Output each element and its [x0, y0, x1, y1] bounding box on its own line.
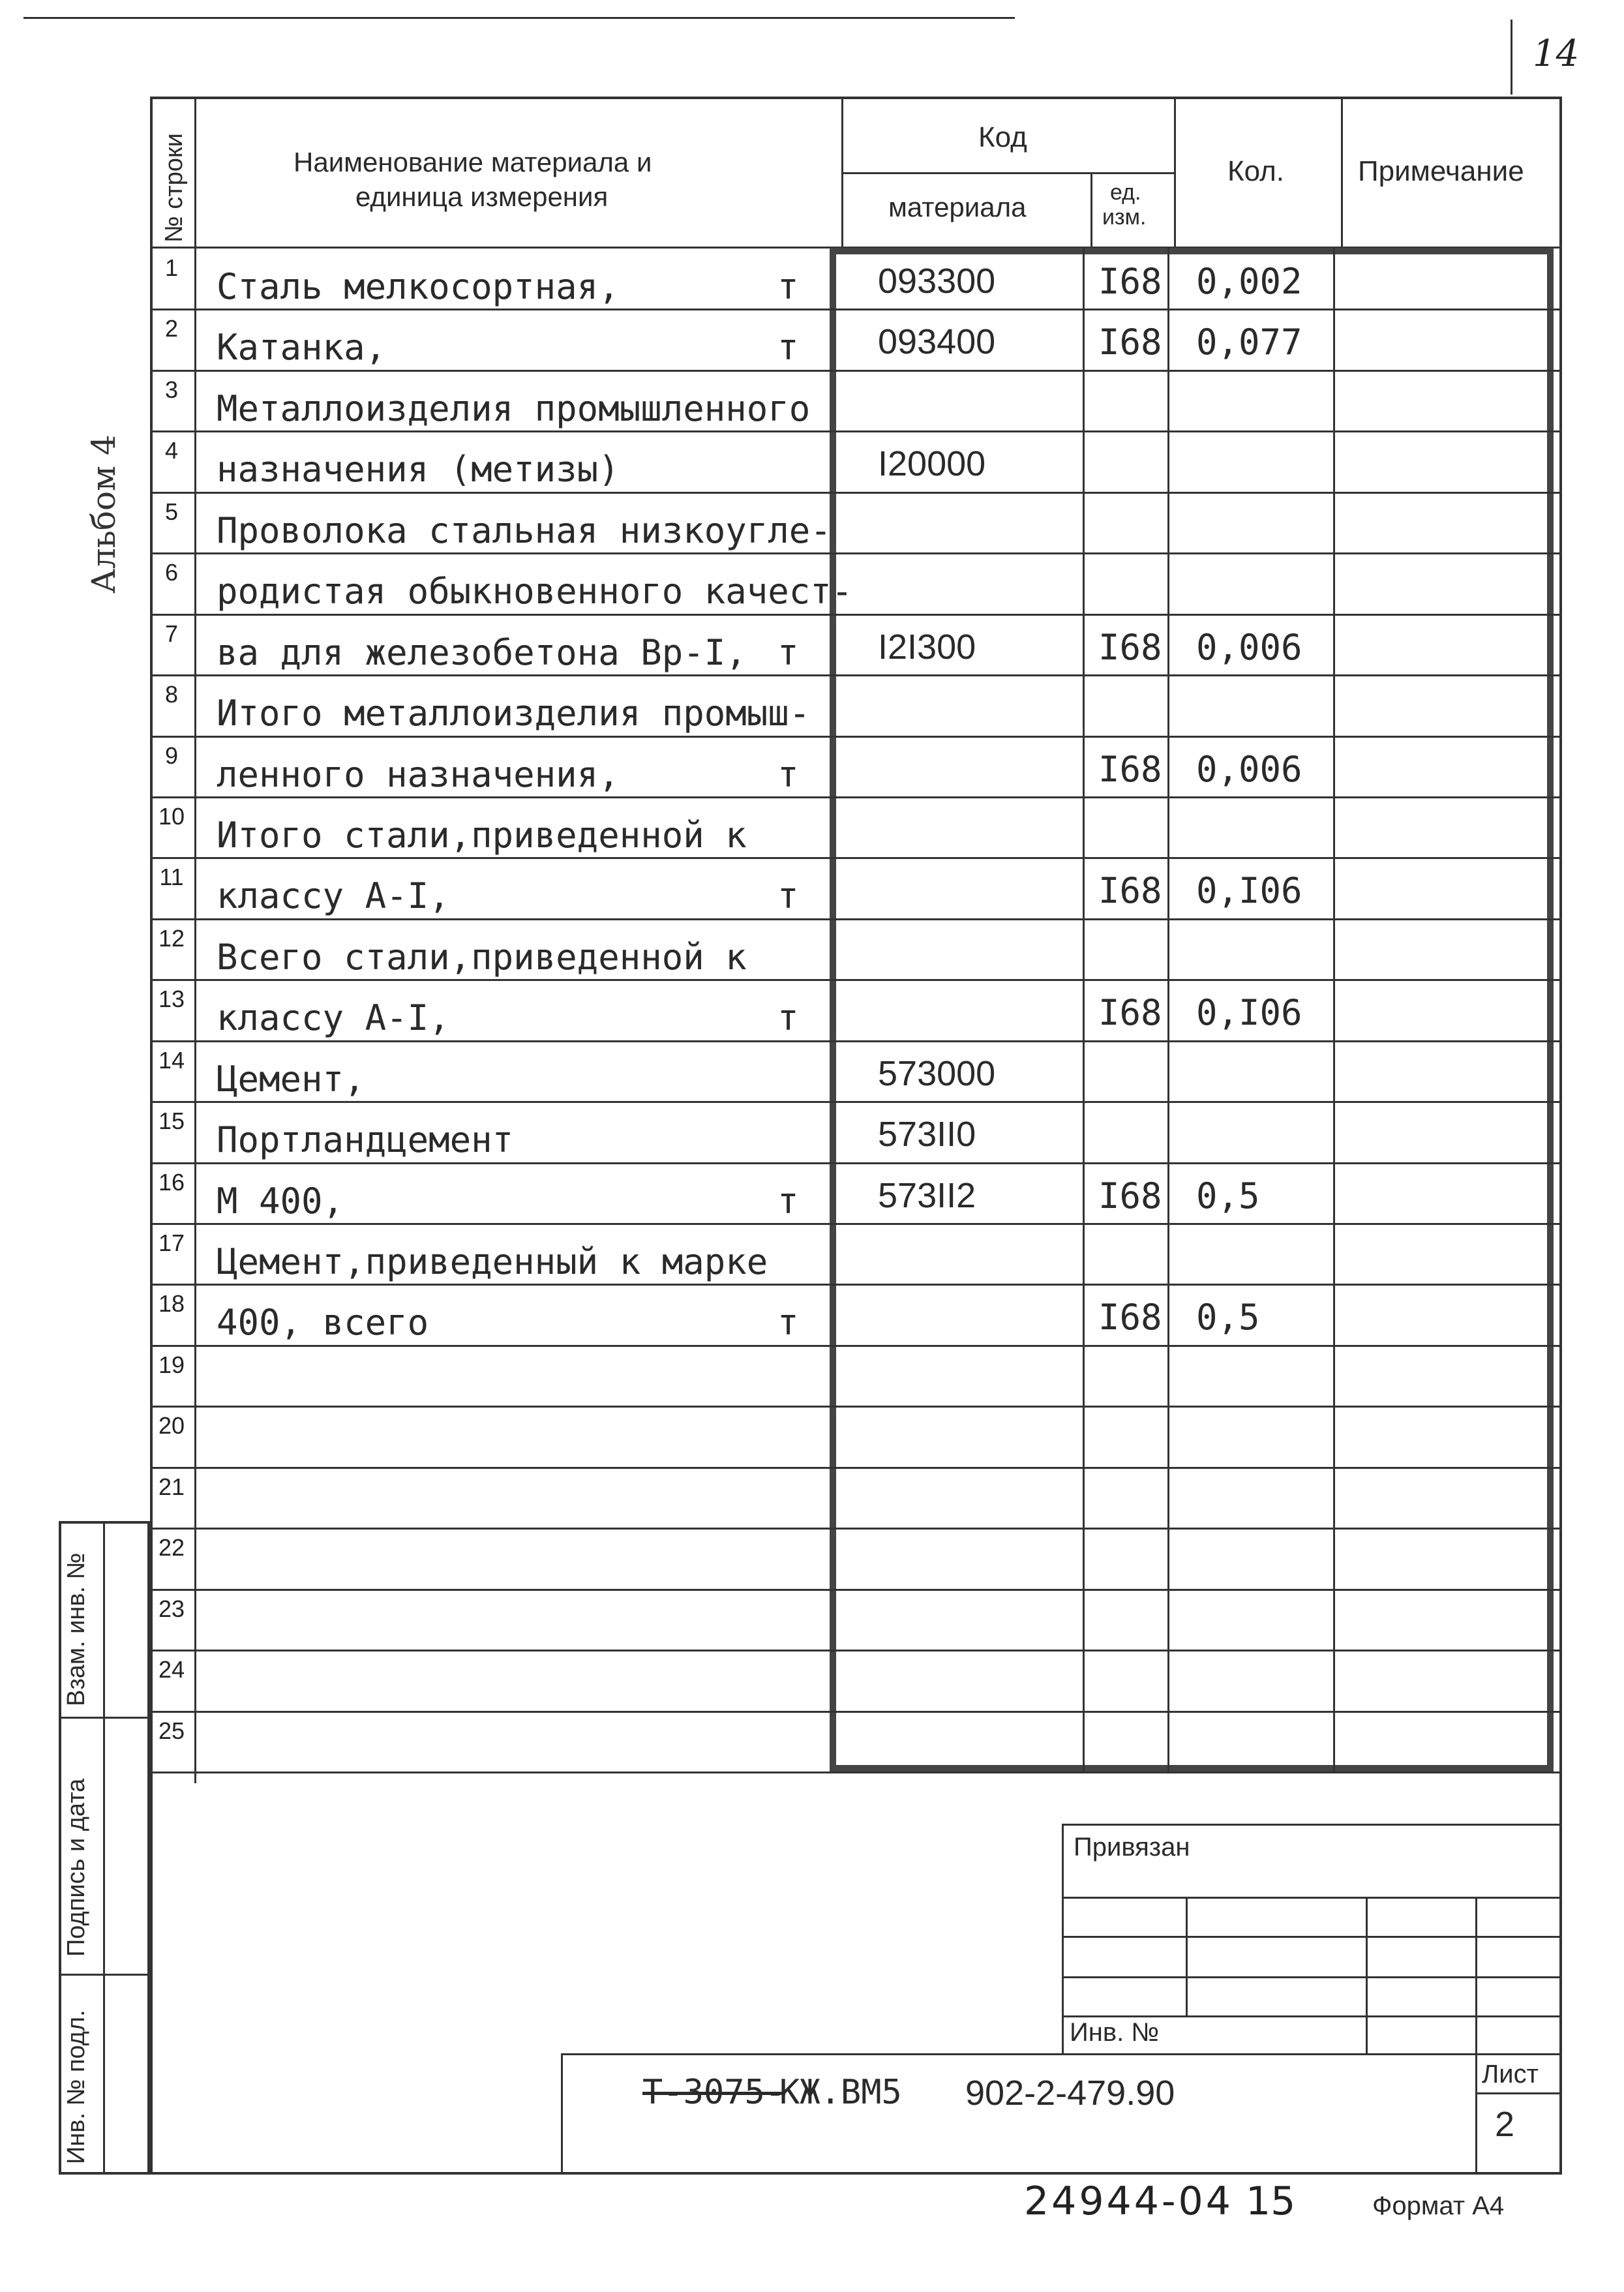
quantity: 0,5 — [1196, 1297, 1260, 1338]
material-unit: т — [777, 997, 799, 1039]
footer-format: Формат А4 — [1372, 2192, 1505, 2220]
quantity: 0,002 — [1196, 261, 1302, 302]
row-number: 25 — [158, 1717, 185, 1744]
document-code: КЖ.ВМ5 — [779, 2073, 902, 2112]
row-separator — [150, 857, 1562, 859]
row-number: 5 — [164, 498, 179, 525]
material-name: родистая обыкновенного качест- — [217, 571, 853, 612]
header-divider — [1090, 172, 1092, 247]
row-separator — [150, 309, 1562, 310]
row-separator — [150, 1040, 1562, 1042]
row-separator — [150, 1528, 1562, 1530]
unit-code: I68 — [1098, 1297, 1162, 1338]
row-number: 10 — [158, 802, 185, 830]
material-code: I2I300 — [878, 627, 976, 667]
document-number: 902-2-479.90 — [965, 2073, 1175, 2113]
title-block-line — [1062, 1824, 1064, 2053]
title-block-line — [1062, 1976, 1562, 1978]
unit-code: I68 — [1098, 1175, 1162, 1216]
material-name: классу А-I, — [217, 875, 450, 917]
material-unit: т — [777, 266, 799, 307]
row-number: 2 — [164, 315, 179, 342]
title-block-line — [1186, 1897, 1188, 2015]
material-unit: т — [777, 753, 799, 795]
row-separator — [150, 1589, 1562, 1591]
row-separator — [150, 1101, 1562, 1103]
row-separator — [150, 1162, 1562, 1164]
material-name: Цемент,приведенный к марке — [217, 1241, 768, 1283]
corner-rule — [1511, 20, 1512, 95]
quantity: 0,5 — [1196, 1175, 1260, 1216]
side-stamp-divider — [59, 1717, 150, 1719]
header-name-line2: единица измерения — [355, 181, 609, 212]
column-line — [1333, 248, 1335, 1772]
row-number: 4 — [164, 437, 179, 464]
sheet-number: 2 — [1495, 2105, 1515, 2144]
footer-stamp-number: 24944-04 — [1024, 2179, 1233, 2224]
row-separator — [150, 370, 1562, 372]
quantity: 0,I06 — [1196, 992, 1302, 1034]
title-block-line — [1475, 2092, 1562, 2094]
material-name: Металлоизделия промышленного — [217, 387, 811, 429]
unit-code: I68 — [1098, 748, 1162, 790]
title-block-line — [561, 2053, 1562, 2055]
material-name: Итого металлоизделия промыш- — [217, 693, 811, 734]
material-name: Катанка, — [217, 327, 387, 369]
quantity: 0,077 — [1196, 322, 1302, 363]
row-separator — [150, 1467, 1562, 1469]
row-separator — [150, 918, 1562, 920]
row-number: 8 — [164, 681, 179, 708]
material-name: ленного назначения, — [217, 753, 620, 795]
material-name: Проволока стальная низкоугле- — [217, 509, 832, 551]
title-block-line — [561, 2053, 563, 2175]
material-unit: т — [777, 631, 799, 673]
material-unit: т — [777, 1302, 799, 1344]
material-name: Итого стали,приведенной к — [217, 814, 747, 856]
material-unit: т — [777, 327, 799, 369]
header-divider — [841, 172, 1174, 174]
material-name: классу А-I, — [217, 997, 450, 1039]
material-name: Сталь мелкосортная, — [217, 266, 620, 307]
title-block-line — [1062, 1897, 1562, 1899]
sheet-label: Лист — [1482, 2060, 1539, 2088]
side-stamp-vzam: Взам. инв. № — [63, 1552, 90, 1706]
row-number: 19 — [158, 1351, 185, 1378]
row-number: 22 — [158, 1534, 185, 1561]
row-number: 15 — [158, 1108, 185, 1135]
header-divider — [194, 97, 196, 1783]
row-number: 3 — [164, 376, 179, 403]
row-number: 17 — [158, 1229, 185, 1257]
row-number: 12 — [158, 924, 185, 952]
row-separator — [150, 1650, 1562, 1651]
material-code: 093300 — [878, 262, 996, 301]
material-name: Портландцемент — [217, 1119, 514, 1161]
top-page-number: 14 — [1533, 33, 1580, 75]
side-stamp-podpis: Подпись и дата — [63, 1778, 90, 1957]
header-divider — [1174, 97, 1176, 247]
material-name: ва для железобетона Вр-I, — [217, 631, 747, 673]
material-code: 573II2 — [878, 1175, 976, 1215]
row-number: 11 — [159, 864, 184, 891]
column-line — [1167, 248, 1169, 1772]
material-name: назначения (метизы) — [217, 449, 620, 490]
row-separator — [150, 614, 1562, 616]
row-number: 6 — [164, 559, 179, 586]
material-code: I20000 — [878, 444, 986, 484]
header-note: Примечание — [1358, 155, 1524, 187]
row-number: 20 — [158, 1412, 185, 1440]
side-stamp-inv-podl: Инв. № подл. — [63, 2010, 90, 2164]
row-number: 14 — [158, 1046, 185, 1074]
row-separator — [150, 1406, 1562, 1408]
row-separator — [150, 430, 1562, 432]
material-code: 093400 — [878, 322, 996, 362]
album-label: Альбом 4 — [85, 434, 123, 594]
header-code-material: материала — [888, 192, 1027, 222]
header-divider — [1341, 97, 1343, 247]
unit-code: I68 — [1098, 322, 1162, 363]
column-line — [1083, 248, 1085, 1772]
unit-code: I68 — [1098, 870, 1162, 912]
row-separator — [150, 1711, 1562, 1713]
row-separator — [150, 979, 1562, 981]
row-separator — [150, 1223, 1562, 1225]
title-block-line — [1062, 1936, 1562, 1938]
row-number: 7 — [164, 620, 179, 647]
quantity: 0,I06 — [1196, 870, 1302, 912]
material-code: 573II0 — [878, 1115, 976, 1154]
header-code-unit-2: изм. — [1102, 205, 1147, 230]
header-code: Код — [978, 121, 1027, 153]
header-quantity: Кол. — [1227, 155, 1285, 187]
title-block-line — [1475, 1897, 1477, 2175]
title-block-line — [1062, 1824, 1562, 1826]
row-number: 24 — [158, 1656, 185, 1683]
row-separator — [150, 736, 1562, 738]
document-code-struck: Т-3075- — [642, 2073, 786, 2112]
title-block-line — [1062, 2015, 1562, 2017]
header-row-number: № строки — [160, 133, 188, 243]
unit-code: I68 — [1098, 261, 1162, 302]
row-separator — [150, 1772, 1562, 1773]
row-number: 18 — [158, 1290, 185, 1318]
privyazan-label: Привязан — [1074, 1833, 1190, 1862]
row-separator — [150, 1284, 1562, 1286]
row-separator — [150, 552, 1562, 554]
row-number: 9 — [164, 742, 179, 769]
header-code-unit-1: ед. — [1110, 180, 1141, 205]
row-number: 21 — [158, 1473, 185, 1500]
material-code: 573000 — [878, 1053, 996, 1093]
material-unit: т — [777, 875, 799, 917]
row-number: 13 — [158, 986, 185, 1013]
header-name-line1: Наименование материала и — [293, 147, 652, 177]
material-unit: т — [777, 1180, 799, 1222]
title-block-line — [1366, 1897, 1368, 2053]
material-name: М 400, — [217, 1180, 344, 1222]
side-stamp-divider — [59, 1974, 150, 1976]
row-separator — [150, 796, 1562, 798]
row-separator — [150, 492, 1562, 494]
row-number: 16 — [158, 1168, 185, 1196]
row-separator — [150, 674, 1562, 676]
material-name: Цемент, — [217, 1058, 365, 1100]
row-number: 23 — [158, 1595, 185, 1622]
inv-no-label: Инв. № — [1070, 2018, 1160, 2047]
material-name: 400, всего — [217, 1302, 429, 1344]
unit-code: I68 — [1098, 626, 1162, 668]
quantity: 0,006 — [1196, 748, 1302, 790]
side-stamp-divider — [103, 1521, 105, 2175]
row-number: 1 — [164, 254, 179, 281]
row-separator — [150, 1345, 1562, 1347]
material-name: Всего стали,приведенной к — [217, 936, 747, 978]
top-rule — [23, 17, 1015, 19]
header-divider — [841, 97, 843, 247]
footer-page-number: 15 — [1246, 2179, 1296, 2224]
quantity: 0,006 — [1196, 626, 1302, 668]
unit-code: I68 — [1098, 992, 1162, 1034]
